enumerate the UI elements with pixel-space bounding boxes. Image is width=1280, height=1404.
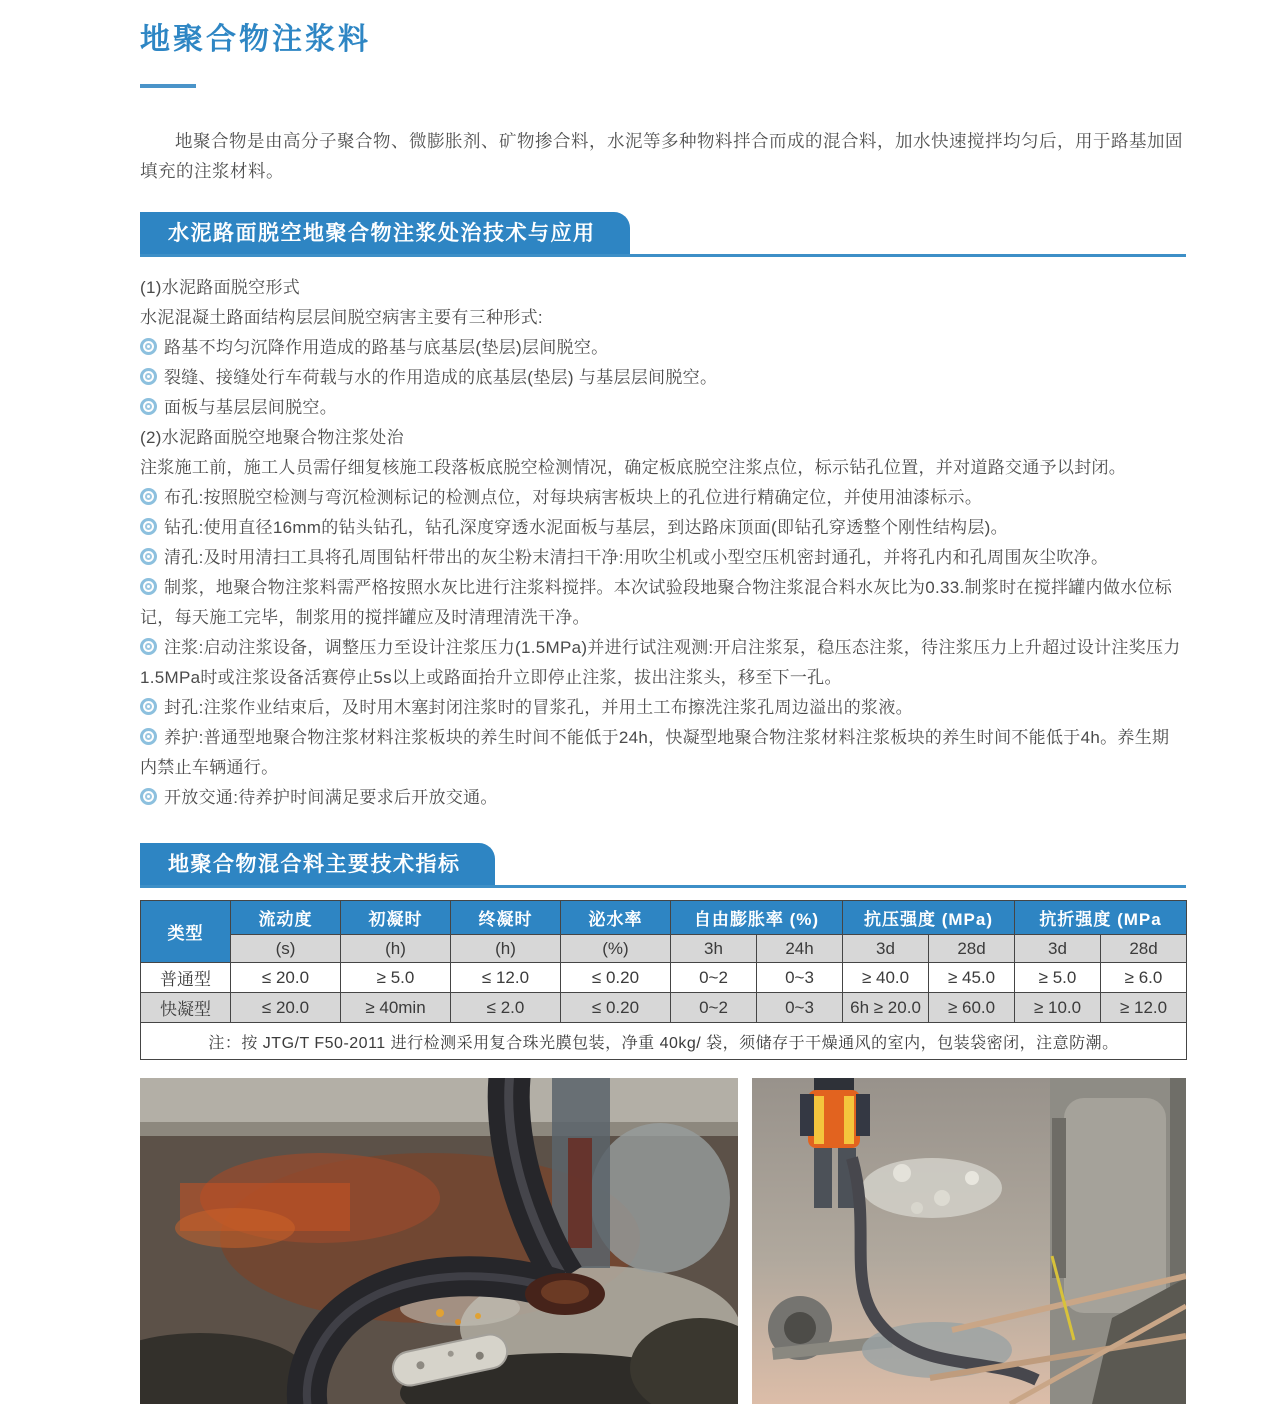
col-header-bleeding: 泌水率 bbox=[561, 901, 671, 935]
list-item-text: 布孔:按照脱空检测与弯沉检测标记的检测点位，对每块病害板块上的孔位进行精确定位，并使用油漆标示。 bbox=[164, 488, 983, 507]
value-cell: ≤ 20.0 bbox=[231, 993, 341, 1023]
ring-bullet-icon bbox=[140, 578, 157, 595]
page-title: 地聚合物注浆料 bbox=[140, 23, 371, 56]
col-header-flexural: 抗折强度 (MPa bbox=[1015, 901, 1187, 935]
photo-construction-site bbox=[752, 1078, 1186, 1404]
ring-bullet-icon bbox=[140, 548, 157, 565]
unit-cell: (h) bbox=[341, 935, 451, 963]
ring-bullet-icon bbox=[140, 338, 157, 355]
value-cell: ≤ 0.20 bbox=[561, 963, 671, 993]
ring-bullet-icon bbox=[140, 728, 157, 745]
value-cell: ≥ 5.0 bbox=[341, 963, 451, 993]
unit-cell: (%) bbox=[561, 935, 671, 963]
value-cell: 6h ≥ 20.0 bbox=[843, 993, 929, 1023]
value-cell: 0~3 bbox=[757, 963, 843, 993]
col-header-type: 类型 bbox=[141, 901, 231, 963]
list-item bbox=[140, 543, 1186, 573]
unit-cell: 24h bbox=[757, 935, 843, 963]
list-item bbox=[140, 783, 1186, 813]
subsection2-title: (2)水泥路面脱空地聚合物注浆处治 bbox=[140, 428, 404, 447]
ring-bullet-icon bbox=[140, 398, 157, 415]
section1-body bbox=[140, 273, 1186, 813]
list-item-text: 开放交通:待养护时间满足要求后开放交通。 bbox=[164, 788, 498, 807]
ring-bullet-icon bbox=[140, 638, 157, 655]
list-item-text: 路基不均匀沉降作用造成的路基与底基层(垫层)层间脱空。 bbox=[164, 338, 609, 357]
row-type-label: 快凝型 bbox=[141, 993, 231, 1023]
title-dash-decoration bbox=[140, 84, 196, 88]
row-type-label: 普通型 bbox=[141, 963, 231, 993]
photo-grouting-hose-art bbox=[140, 1078, 738, 1404]
ring-bullet-icon bbox=[140, 698, 157, 715]
spec-table bbox=[140, 900, 1187, 1060]
value-cell: ≤ 20.0 bbox=[231, 963, 341, 993]
value-cell: 0~2 bbox=[671, 993, 757, 1023]
ring-bullet-icon bbox=[140, 788, 157, 805]
unit-cell: 3h bbox=[671, 935, 757, 963]
value-cell: ≥ 5.0 bbox=[1015, 963, 1101, 993]
table-row-fast-type bbox=[141, 993, 1187, 1023]
list-item bbox=[140, 513, 1186, 543]
value-cell: 0~3 bbox=[757, 993, 843, 1023]
list-item-text: 养护:普通型地聚合物注浆材料注浆板块的养生时间不能低于24h，快凝型地聚合物注浆材料注浆板块的养生时间不能低于4h。养生期内禁止车辆通行。 bbox=[140, 728, 1170, 777]
value-cell: ≥ 10.0 bbox=[1015, 993, 1101, 1023]
list-item bbox=[140, 723, 1186, 783]
col-header-expansion: 自由膨胀率 (%) bbox=[671, 901, 843, 935]
list-item-text: 裂缝、接缝处行车荷载与水的作用造成的底基层(垫层) 与基层层间脱空。 bbox=[164, 368, 718, 387]
list-item bbox=[140, 333, 1186, 363]
photo-grouting-hose bbox=[140, 1078, 738, 1404]
ring-bullet-icon bbox=[140, 368, 157, 385]
col-header-final-set: 终凝时 bbox=[451, 901, 561, 935]
list-item-text: 制浆，地聚合物注浆料需严格按照水灰比进行注浆料搅拌。本次试验段地聚合物注浆混合料水灰比为0.33.制浆时在搅拌罐内做水位标记，每天施工完毕，制浆用的搅拌罐应及时清理清洗干净。 bbox=[140, 578, 1173, 627]
section1-banner-underline bbox=[140, 212, 1186, 257]
table-note: 注：按 JTG/T F50-2011 进行检测采用复合珠光膜包装，净重 40kg/ 袋，须储存于干燥通风的室内，包装袋密闭，注意防潮。 bbox=[141, 1023, 1187, 1060]
section2-banner: 地聚合物混合料主要技术指标 bbox=[140, 843, 495, 885]
list-item-text: 封孔:注浆作业结束后，及时用木塞封闭注浆时的冒浆孔，并用土工布擦洗注浆孔周边溢出的浆液。 bbox=[164, 698, 913, 717]
list-item bbox=[140, 363, 1186, 393]
unit-cell: 28d bbox=[1101, 935, 1187, 963]
table-row-normal-type bbox=[141, 963, 1187, 993]
unit-cell: (s) bbox=[231, 935, 341, 963]
list-item-text: 清孔:及时用清扫工具将孔周围钻杆带出的灰尘粉末清扫干净:用吹尘机或小型空压机密封通孔，并将孔内和孔周围灰尘吹净。 bbox=[164, 548, 1109, 567]
list-item bbox=[140, 693, 1186, 723]
subsection2-lead: 注浆施工前，施工人员需仔细复核施工段落板底脱空检测情况，确定板底脱空注浆点位，标示钻孔位置，并对道路交通予以封闭。 bbox=[140, 458, 1127, 477]
value-cell: ≤ 12.0 bbox=[451, 963, 561, 993]
unit-cell: 3d bbox=[843, 935, 929, 963]
value-cell: ≤ 2.0 bbox=[451, 993, 561, 1023]
list-item-text: 注浆:启动注浆设备，调整压力至设计注浆压力(1.5MPa)并进行试注观测:开启注浆泵，稳压态注浆，待注浆压力上升超过设计注奖压力1.5MPa时或注浆设备活赛停止5s以上或路面抬升立即停止注浆，拔出注浆头，移至下一孔。 bbox=[140, 638, 1181, 687]
list-item-text: 钻孔:使用直径16mm的钻头钻孔，钻孔深度穿透水泥面板与基层，到达路床顶面(即钻孔穿透整个刚性结构层)。 bbox=[164, 518, 1008, 537]
value-cell: ≥ 45.0 bbox=[929, 963, 1015, 993]
subsection1-lead: 水泥混凝土路面结构层层间脱空病害主要有三种形式: bbox=[140, 308, 543, 327]
table-header-row-2 bbox=[141, 935, 1187, 963]
unit-cell: 28d bbox=[929, 935, 1015, 963]
col-header-initial-set: 初凝时 bbox=[341, 901, 451, 935]
photo-construction-site-art bbox=[752, 1078, 1186, 1404]
ring-bullet-icon bbox=[140, 518, 157, 535]
unit-cell: 3d bbox=[1015, 935, 1101, 963]
value-cell: ≥ 40min bbox=[341, 993, 451, 1023]
value-cell: ≥ 12.0 bbox=[1101, 993, 1187, 1023]
value-cell: ≤ 0.20 bbox=[561, 993, 671, 1023]
ring-bullet-icon bbox=[140, 488, 157, 505]
subsection1-title: (1)水泥路面脱空形式 bbox=[140, 278, 301, 297]
list-item bbox=[140, 573, 1186, 633]
value-cell: 0~2 bbox=[671, 963, 757, 993]
list-item bbox=[140, 393, 1186, 423]
list-item-text: 面板与基层层间脱空。 bbox=[164, 398, 337, 417]
value-cell: ≥ 6.0 bbox=[1101, 963, 1187, 993]
section1-banner: 水泥路面脱空地聚合物注浆处治技术与应用 bbox=[140, 212, 630, 254]
value-cell: ≥ 60.0 bbox=[929, 993, 1015, 1023]
unit-cell: (h) bbox=[451, 935, 561, 963]
col-header-fluidity: 流动度 bbox=[231, 901, 341, 935]
table-header-row-1 bbox=[141, 901, 1187, 935]
intro-paragraph: 地聚合物是由高分子聚合物、微膨胀剂、矿物掺合料，水泥等多种物料拌合而成的混合料，加水快速搅拌均匀后，用于路基加固填充的注浆材料。 bbox=[140, 131, 1183, 181]
section2-banner-underline bbox=[140, 843, 1186, 888]
table-note-row bbox=[141, 1023, 1187, 1060]
col-header-compressive: 抗压强度 (MPa) bbox=[843, 901, 1015, 935]
list-item bbox=[140, 483, 1186, 513]
photo-row bbox=[140, 1078, 1186, 1404]
list-item bbox=[140, 633, 1186, 693]
value-cell: ≥ 40.0 bbox=[843, 963, 929, 993]
